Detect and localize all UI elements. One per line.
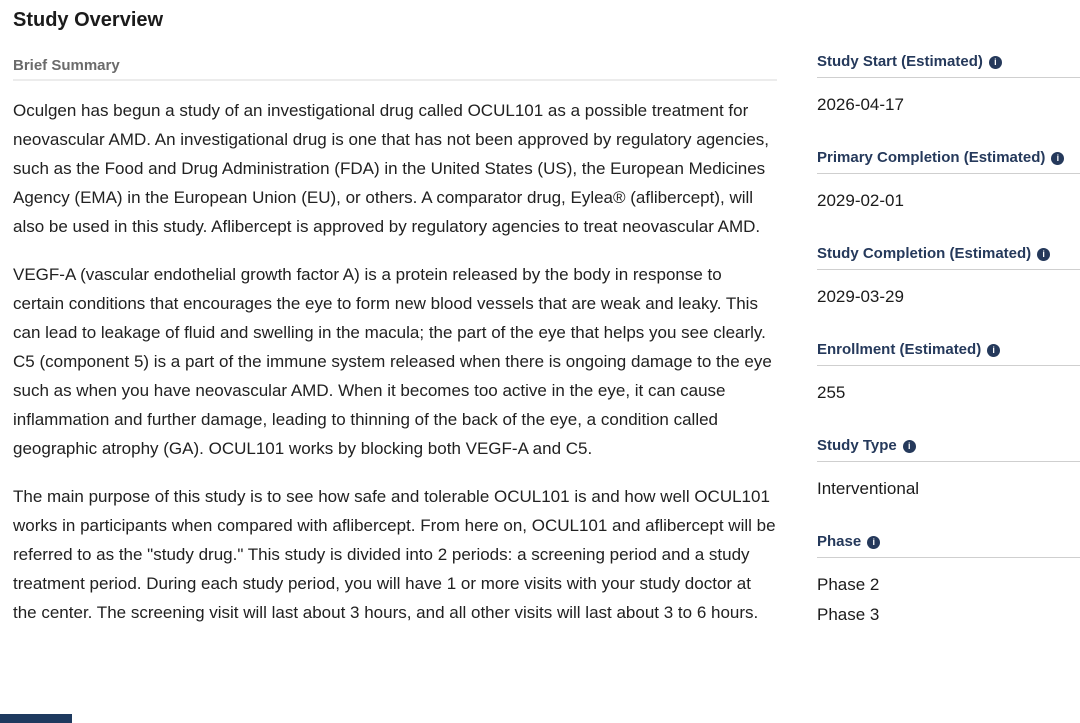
study-details-sidebar xyxy=(817,8,1080,659)
field-label-row xyxy=(817,437,1080,455)
field-value: Phase 2 xyxy=(817,575,880,594)
info-icon-glyph: i xyxy=(994,57,997,67)
field-value: Phase 3 xyxy=(817,605,880,624)
info-icon[interactable] xyxy=(987,344,1000,357)
info-icon[interactable] xyxy=(1051,152,1064,165)
brief-summary-text xyxy=(13,96,777,627)
field-label-row xyxy=(817,341,1080,359)
sidebar-item-phase xyxy=(817,533,1080,630)
brief-summary-divider xyxy=(13,79,777,81)
field-label: Phase xyxy=(817,533,862,550)
info-icon-glyph: i xyxy=(907,441,911,451)
info-icon-glyph: i xyxy=(872,537,875,547)
field-divider xyxy=(817,77,1080,78)
field-label-row xyxy=(817,149,1080,167)
summary-paragraph: The main purpose of this study is to see how safe and tolerable OCUL101 is and how well OCUL101 works in participants when compared with aflibercept. From here on, OCUL101 and aflibercept will be referred to as the "study drug." This study is divided into 2 periods: a screening period and a study treatment period. During each study period, you will have 1 or more visits with your study doctor at the center. The screening visit will last about 3 hours, and all other visits will last about 3 to 6 hours. xyxy=(13,487,776,622)
field-label-row xyxy=(817,245,1080,263)
field-value: 2029-02-01 xyxy=(817,191,904,210)
sidebar-item-study-start xyxy=(817,53,1080,120)
info-icon[interactable] xyxy=(903,440,916,453)
field-label-row xyxy=(817,53,1080,71)
field-divider xyxy=(817,269,1080,270)
info-icon[interactable] xyxy=(867,536,880,549)
partially-visible-next-section xyxy=(0,714,72,723)
summary-paragraph: VEGF-A (vascular endothelial growth factor A) is a protein released by the body in response to certain conditions that encourages the eye to form new blood vessels that are weak and leaky. This can lead to leakage of fluid and swelling in the macula; the part of the eye that helps you see clearly. C5 (component 5) is a part of the immune system released when there is ongoing damage to the eye such as when you have neovascular AMD. When it becomes too active in the eye, it can cause inflammation and further damage, leading to thinning of the back of the eye, a condition called geographic atrophy (GA). OCUL101 works by blocking both VEGF-A and C5. xyxy=(13,265,772,458)
field-divider xyxy=(817,461,1080,462)
sidebar-item-primary-completion xyxy=(817,149,1080,216)
field-label: Primary Completion (Estimated) xyxy=(817,149,1046,166)
info-icon-glyph: i xyxy=(992,345,995,355)
field-value: 2026-04-17 xyxy=(817,95,904,114)
field-value: 2029-03-29 xyxy=(817,287,904,306)
sidebar-item-enrollment xyxy=(817,341,1080,408)
field-divider xyxy=(817,173,1080,174)
field-value: 255 xyxy=(817,383,846,402)
field-label-row xyxy=(817,533,1080,551)
summary-paragraph: Oculgen has begun a study of an investigational drug called OCUL101 as a possible treatment for neovascular AMD. An investigational drug is one that has not been approved by regulatory agencies, such as the Food and Drug Administration (FDA) in the United States (US), the European Medicines Agency (EMA) in the European Union (EU), or others. A comparator drug, Eylea® (aflibercept), will also be used in this study. Aflibercept is approved by regulatory agencies to treat neovascular AMD. xyxy=(13,101,770,236)
info-icon-glyph: i xyxy=(1056,153,1060,163)
main-column xyxy=(13,8,777,659)
sidebar-item-study-completion xyxy=(817,245,1080,312)
field-label: Study Completion (Estimated) xyxy=(817,245,1032,262)
brief-summary-heading: Brief Summary xyxy=(13,57,120,74)
page-title: Study Overview xyxy=(13,9,164,31)
field-value: Interventional xyxy=(817,479,920,498)
field-divider xyxy=(817,365,1080,366)
field-label: Study Type xyxy=(817,437,897,454)
field-divider xyxy=(817,557,1080,558)
field-label: Study Start (Estimated) xyxy=(817,53,983,70)
info-icon[interactable] xyxy=(1037,248,1050,261)
field-label: Enrollment (Estimated) xyxy=(817,341,982,358)
info-icon-glyph: i xyxy=(1042,249,1045,259)
info-icon[interactable] xyxy=(989,56,1002,69)
sidebar-item-study-type xyxy=(817,437,1080,504)
